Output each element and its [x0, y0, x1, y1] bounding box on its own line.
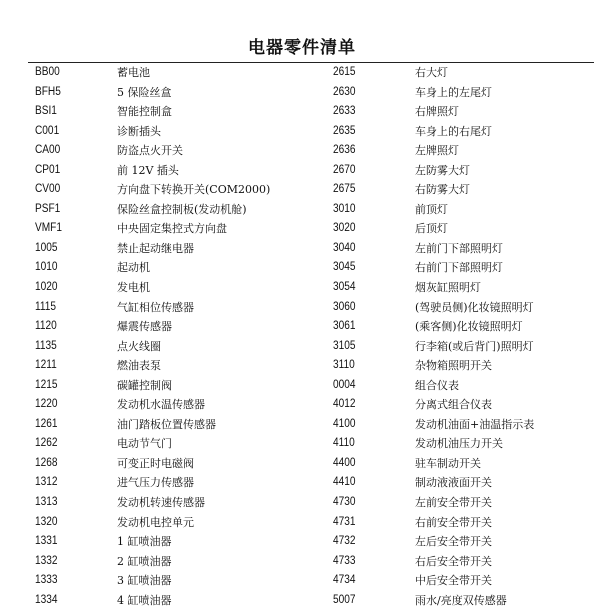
part-name-right: 车身上的右尾灯	[415, 124, 492, 138]
part-name-right: 左前门下部照明灯	[415, 241, 503, 255]
part-name-right: 左牌照灯	[415, 144, 459, 158]
part-name-left: 可变正时电磁阀	[117, 456, 194, 470]
part-name-right: 左前安全带开关	[415, 496, 492, 510]
part-name-left: 进气压力传感器	[117, 476, 194, 490]
part-code-left: 1220	[35, 398, 58, 411]
part-name-left: 4 缸喷油器	[117, 593, 172, 607]
part-code-left: BSI1	[35, 105, 57, 118]
part-code-left: 1261	[35, 417, 58, 430]
part-name-right: 制动液液面开关	[415, 476, 492, 490]
part-name-left: 保险丝盒控制板(发动机舱)	[117, 202, 247, 216]
part-code-left: BFH5	[35, 85, 61, 98]
part-code-left: BB00	[35, 66, 60, 78]
part-name-left: 发电机	[117, 281, 150, 295]
part-code-right: 0004	[333, 378, 356, 391]
part-code-left: 1005	[35, 241, 58, 254]
part-code-right: 3010	[333, 202, 356, 215]
part-code-left: 1010	[35, 261, 58, 274]
part-code-left: C001	[35, 124, 60, 137]
part-code-left: PSF1	[35, 202, 61, 215]
part-code-left: 1120	[35, 320, 57, 333]
part-code-right: 2635	[333, 124, 356, 137]
table-row	[0, 317, 604, 337]
part-code-left: 1115	[35, 300, 57, 313]
part-name-right: 中后安全带开关	[415, 574, 492, 588]
part-code-right: 4730	[333, 496, 356, 509]
part-code-right: 3105	[333, 339, 356, 352]
part-code-right: 4731	[333, 515, 356, 528]
table-row	[0, 493, 604, 513]
part-code-right: 3060	[333, 300, 356, 313]
parts-table	[0, 63, 604, 610]
part-code-right: 2633	[333, 105, 356, 118]
part-name-right: 发动机油压力开关	[415, 437, 503, 451]
part-code-right: 3040	[333, 241, 356, 254]
part-name-right: 行李箱(或后背门)照明灯	[415, 339, 534, 353]
part-code-left: 1020	[35, 281, 58, 294]
part-code-right: 2615	[333, 66, 356, 78]
table-row	[0, 278, 604, 298]
part-name-right: 左后安全带开关	[415, 535, 492, 549]
table-row	[0, 356, 604, 376]
table-row	[0, 141, 604, 161]
part-name-left: 燃油表泵	[117, 359, 161, 373]
part-name-left: 前 12V 插头	[117, 163, 179, 177]
table-row	[0, 473, 604, 493]
part-name-right: 车身上的左尾灯	[415, 85, 492, 99]
table-row	[0, 571, 604, 591]
table-row	[0, 219, 604, 239]
part-name-left: 油门踏板位置传感器	[117, 417, 216, 431]
page-title: 电器零件清单	[248, 38, 356, 58]
part-name-right: 右牌照灯	[415, 105, 459, 119]
part-code-right: 2636	[333, 144, 356, 157]
part-name-left: 起动机	[117, 261, 150, 275]
table-row	[0, 591, 604, 610]
table-row	[0, 434, 604, 454]
part-code-left: VMF1	[35, 222, 62, 235]
part-name-left: 气缸相位传感器	[117, 300, 194, 314]
part-code-right: 2675	[333, 183, 356, 196]
part-code-right: 4410	[333, 476, 356, 489]
table-row	[0, 258, 604, 278]
part-name-right: 组合仪表	[415, 378, 459, 392]
table-row	[0, 513, 604, 533]
part-name-left: 智能控制盒	[117, 105, 172, 119]
part-name-left: 中央固定集控式方向盘	[117, 222, 227, 236]
part-name-right: 杂物箱照明开关	[415, 359, 492, 373]
table-row	[0, 83, 604, 103]
part-name-right: 右前安全带开关	[415, 515, 492, 529]
part-name-right: 右大灯	[415, 66, 448, 79]
part-name-left: 蓄电池	[117, 66, 150, 79]
part-code-right: 4733	[333, 554, 356, 567]
part-name-right: 烟灰缸照明灯	[415, 281, 481, 295]
part-name-left: 诊断插头	[117, 124, 161, 138]
table-row	[0, 239, 604, 259]
part-name-right: (驾驶员侧)化妆镜照明灯	[415, 300, 534, 314]
part-code-right: 4400	[333, 456, 356, 469]
part-code-right: 4100	[333, 417, 356, 430]
table-row	[0, 337, 604, 357]
part-code-right: 3045	[333, 261, 356, 274]
table-row	[0, 122, 604, 142]
part-name-left: 发动机转速传感器	[117, 496, 205, 510]
part-code-right: 3020	[333, 222, 356, 235]
part-code-left: 1268	[35, 456, 58, 469]
part-name-right: 右后安全带开关	[415, 554, 492, 568]
part-name-right: 发动机油面+油温指示表	[415, 417, 535, 431]
part-code-left: 1331	[35, 535, 58, 548]
part-name-left: 禁止起动继电器	[117, 241, 194, 255]
table-row	[0, 200, 604, 220]
part-name-right: 左防雾大灯	[415, 163, 470, 177]
part-name-right: 前顶灯	[415, 202, 448, 216]
part-code-left: 1320	[35, 515, 58, 528]
table-row	[0, 298, 604, 318]
part-name-right: 驻车制动开关	[415, 456, 481, 470]
part-code-left: 1262	[35, 437, 58, 450]
part-name-left: 碳罐控制阀	[117, 378, 172, 392]
part-code-right: 2670	[333, 163, 356, 176]
part-name-left: 3 缸喷油器	[117, 574, 172, 588]
part-code-left: 1135	[35, 339, 57, 352]
part-name-right: 右前门下部照明灯	[415, 261, 503, 275]
part-name-right: 雨水/亮度双传感器	[415, 593, 507, 607]
table-row	[0, 454, 604, 474]
table-row	[0, 180, 604, 200]
part-name-left: 防盗点火开关	[117, 144, 183, 158]
part-code-right: 4734	[333, 574, 356, 587]
table-row	[0, 161, 604, 181]
part-name-left: 点火线圈	[117, 339, 161, 353]
table-row	[0, 415, 604, 435]
table-row	[0, 376, 604, 396]
part-code-left: CA00	[35, 144, 61, 157]
table-row	[0, 552, 604, 572]
part-code-right: 3110	[333, 359, 355, 372]
part-name-left: 1 缸喷油器	[117, 535, 172, 549]
part-code-left: 1312	[35, 476, 58, 489]
part-name-left: 发动机水温传感器	[117, 398, 205, 412]
part-code-right: 4732	[333, 535, 356, 548]
part-code-left: CP01	[35, 163, 61, 176]
part-code-left: 1332	[35, 554, 58, 567]
part-name-left: 发动机电控单元	[117, 515, 194, 529]
part-code-left: 1215	[35, 378, 58, 391]
part-name-right: (乘客侧)化妆镜照明灯	[415, 320, 523, 334]
part-name-right: 分离式组合仪表	[415, 398, 492, 412]
part-code-left: 1334	[35, 593, 58, 606]
part-code-right: 3061	[333, 320, 356, 333]
part-code-right: 5007	[333, 593, 356, 606]
part-name-left: 2 缸喷油器	[117, 554, 172, 568]
part-name-left: 方向盘下转换开关(COM2000)	[117, 183, 271, 197]
part-name-right: 后顶灯	[415, 222, 448, 236]
part-code-right: 4012	[333, 398, 356, 411]
table-row	[0, 532, 604, 552]
part-name-left: 爆震传感器	[117, 320, 172, 334]
part-code-left: 1211	[35, 359, 57, 372]
table-row	[0, 63, 604, 83]
part-name-right: 右防雾大灯	[415, 183, 470, 197]
part-code-left: 1313	[35, 496, 58, 509]
part-name-left: 5 保险丝盒	[117, 85, 172, 99]
part-code-left: 1333	[35, 574, 58, 587]
part-name-left: 电动节气门	[117, 437, 172, 451]
table-row	[0, 395, 604, 415]
part-code-right: 3054	[333, 281, 356, 294]
part-code-right: 2630	[333, 85, 356, 98]
table-row	[0, 102, 604, 122]
part-code-left: CV00	[35, 183, 61, 196]
part-code-right: 4110	[333, 437, 355, 450]
